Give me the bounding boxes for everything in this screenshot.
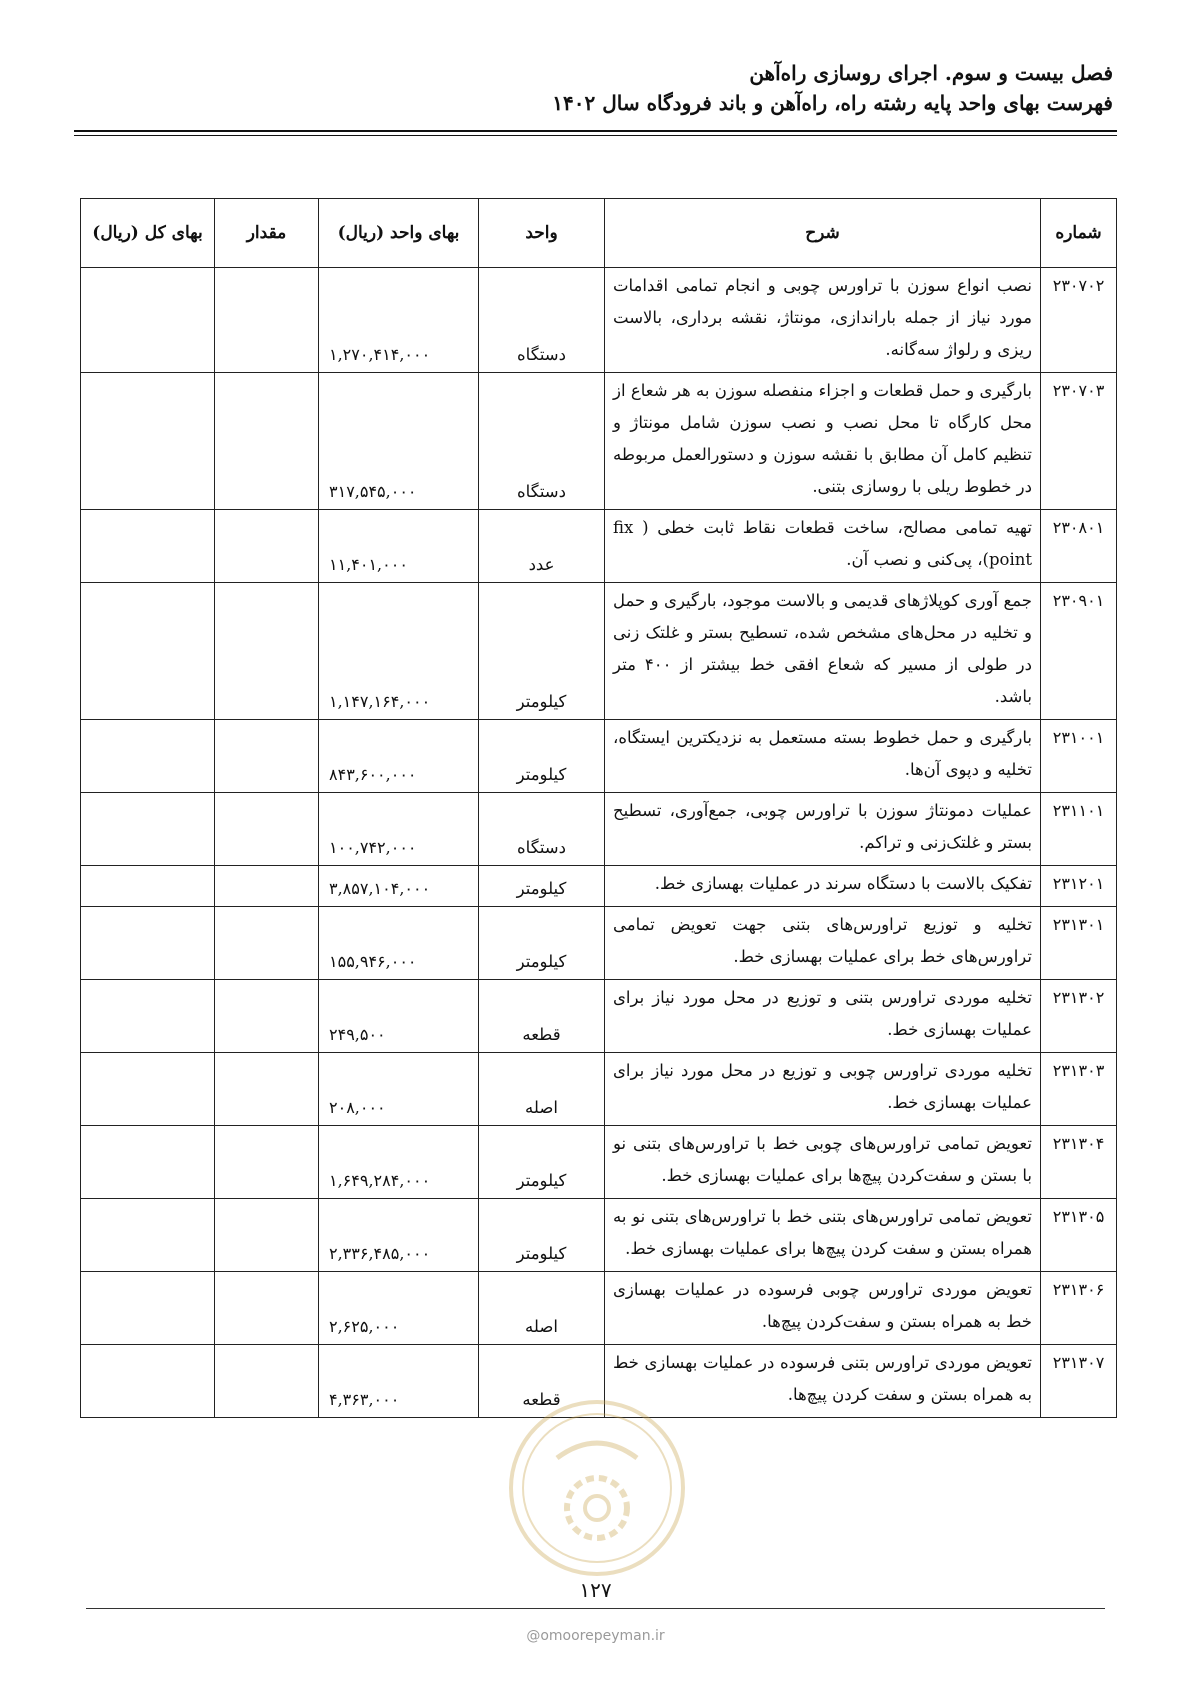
item-total — [81, 1126, 215, 1199]
item-description: تهیه تمامی مصالح، ساخت قطعات نقاط ثابت خطی ( fix point)، پی‌کنی و نصب آن. — [605, 510, 1041, 583]
item-unit: قطعه — [479, 1345, 605, 1418]
item-total — [81, 980, 215, 1053]
item-unit-price: ۱۱,۴۰۱,۰۰۰ — [319, 510, 479, 583]
item-quantity — [215, 1345, 319, 1418]
item-quantity — [215, 268, 319, 373]
table-row — [81, 1272, 1117, 1345]
item-quantity — [215, 510, 319, 583]
item-unit: قطعه — [479, 980, 605, 1053]
item-unit: اصله — [479, 1053, 605, 1126]
page-number: ۱۲۷ — [579, 1578, 612, 1602]
page-header — [78, 58, 1113, 118]
item-code: ۲۳۱۲۰۱ — [1041, 866, 1117, 907]
item-unit: کیلومتر — [479, 866, 605, 907]
header-total-price: بهای کل (ریال) — [81, 199, 215, 268]
item-total — [81, 907, 215, 980]
item-description: بارگیری و حمل قطعات و اجزاء منفصله سوزن به هر شعاع از محل کارگاه تا محل نصب و نصب سوزن شامل مونتاژ و تنظیم کامل آن مطابق با نقشه سوزن و دستورالعمل مربوطه در خطوط ریلی با روسازی بتنی. — [605, 373, 1041, 510]
item-unit-price: ۳,۸۵۷,۱۰۴,۰۰۰ — [319, 866, 479, 907]
header-unit: واحد — [479, 199, 605, 268]
item-description: تخلیه موردی تراورس بتنی و توزیع در محل مورد نیاز برای عملیات بهسازی خط. — [605, 980, 1041, 1053]
website-watermark: @omoorepeyman.ir — [526, 1628, 665, 1644]
chapter-title: فصل بیست و سوم. اجرای روسازی راه‌آهن — [749, 61, 1113, 85]
item-code: ۲۳۱۰۰۱ — [1041, 720, 1117, 793]
document-subtitle: فهرست بهای واحد پایه رشته راه، راه‌آهن و باند فرودگاه سال ۱۴۰۲ — [552, 91, 1113, 115]
item-unit-price: ۲,۳۳۶,۴۸۵,۰۰۰ — [319, 1199, 479, 1272]
table-header-row — [81, 199, 1117, 268]
item-unit: دستگاه — [479, 373, 605, 510]
table-row — [81, 583, 1117, 720]
table-row — [81, 907, 1117, 980]
item-unit: کیلومتر — [479, 1126, 605, 1199]
item-total — [81, 583, 215, 720]
header-unit-price: بهای واحد (ریال) — [319, 199, 479, 268]
item-quantity — [215, 1126, 319, 1199]
item-total — [81, 373, 215, 510]
table-row — [81, 510, 1117, 583]
item-unit-price: ۲۰۸,۰۰۰ — [319, 1053, 479, 1126]
item-description: بارگیری و حمل خطوط بسته مستعمل به نزدیکترین ایستگاه، تخلیه و دپوی آن‌ها. — [605, 720, 1041, 793]
item-quantity — [215, 866, 319, 907]
item-code: ۲۳۱۳۰۵ — [1041, 1199, 1117, 1272]
item-quantity — [215, 1199, 319, 1272]
item-unit: اصله — [479, 1272, 605, 1345]
table-row — [81, 720, 1117, 793]
item-code: ۲۳۱۳۰۲ — [1041, 980, 1117, 1053]
item-total — [81, 1272, 215, 1345]
item-code: ۲۳۱۳۰۷ — [1041, 1345, 1117, 1418]
publisher-seal-watermark — [507, 1398, 687, 1578]
item-code: ۲۳۰۷۰۲ — [1041, 268, 1117, 373]
item-unit: کیلومتر — [479, 720, 605, 793]
item-description: تعویض تمامی تراورس‌های چوبی خط با تراورس‌های بتنی نو با بستن و سفت‌کردن پیچ‌ها برای عملیات بهسازی خط. — [605, 1126, 1041, 1199]
item-description: عملیات دمونتاژ سوزن با تراورس چوبی، جمع‌آوری، تسطیح بستر و غلتک‌زنی و تراکم. — [605, 793, 1041, 866]
item-code: ۲۳۱۳۰۶ — [1041, 1272, 1117, 1345]
table-row — [81, 1126, 1117, 1199]
item-total — [81, 793, 215, 866]
item-description: تعویض موردی تراورس چوبی فرسوده در عملیات بهسازی خط به همراه بستن و سفت‌کردن پیچ‌ها. — [605, 1272, 1041, 1345]
item-code: ۲۳۰۷۰۳ — [1041, 373, 1117, 510]
item-unit-price: ۱,۱۴۷,۱۶۴,۰۰۰ — [319, 583, 479, 720]
table-row — [81, 1199, 1117, 1272]
item-unit-price: ۱۵۵,۹۴۶,۰۰۰ — [319, 907, 479, 980]
item-unit: دستگاه — [479, 268, 605, 373]
table-row — [81, 980, 1117, 1053]
item-unit-price: ۱,۶۴۹,۲۸۴,۰۰۰ — [319, 1126, 479, 1199]
item-code: ۲۳۱۳۰۴ — [1041, 1126, 1117, 1199]
item-unit-price: ۳۱۷,۵۴۵,۰۰۰ — [319, 373, 479, 510]
item-code: ۲۳۱۳۰۳ — [1041, 1053, 1117, 1126]
table-row — [81, 373, 1117, 510]
item-code: ۲۳۰۸۰۱ — [1041, 510, 1117, 583]
item-description: جمع آوری کوپلاژهای قدیمی و بالاست موجود، بارگیری و حمل و تخلیه در محل‌های مشخص شده، تسطیح بستر و غلتک زنی در طولی از مسیر که شعاع افقی خط بیشتر از ۴۰۰ متر باشد. — [605, 583, 1041, 720]
item-unit: کیلومتر — [479, 907, 605, 980]
item-code: ۲۳۱۱۰۱ — [1041, 793, 1117, 866]
header-rule-thick — [74, 130, 1117, 132]
item-total — [81, 1053, 215, 1126]
item-unit: دستگاه — [479, 793, 605, 866]
item-unit: کیلومتر — [479, 1199, 605, 1272]
header-rule-thin — [74, 135, 1117, 136]
item-description: تخلیه و توزیع تراورس‌های بتنی جهت تعویض تمامی تراورس‌های خط برای عملیات بهسازی خط. — [605, 907, 1041, 980]
item-quantity — [215, 793, 319, 866]
item-description: تخلیه موردی تراورس چوبی و توزیع در محل مورد نیاز برای عملیات بهسازی خط. — [605, 1053, 1041, 1126]
table-row — [81, 268, 1117, 373]
footer-rule — [86, 1608, 1105, 1609]
item-total — [81, 510, 215, 583]
item-unit-price: ۱,۲۷۰,۴۱۴,۰۰۰ — [319, 268, 479, 373]
item-quantity — [215, 907, 319, 980]
item-quantity — [215, 373, 319, 510]
item-total — [81, 866, 215, 907]
item-quantity — [215, 583, 319, 720]
item-code: ۲۳۰۹۰۱ — [1041, 583, 1117, 720]
item-code: ۲۳۱۳۰۱ — [1041, 907, 1117, 980]
item-unit: عدد — [479, 510, 605, 583]
item-total — [81, 268, 215, 373]
table-row — [81, 1053, 1117, 1126]
item-quantity — [215, 1272, 319, 1345]
item-unit-price: ۲۴۹,۵۰۰ — [319, 980, 479, 1053]
item-unit-price: ۱۰۰,۷۴۲,۰۰۰ — [319, 793, 479, 866]
item-quantity — [215, 1053, 319, 1126]
item-quantity — [215, 720, 319, 793]
item-description: تفکیک بالاست با دستگاه سرند در عملیات بهسازی خط. — [605, 866, 1041, 907]
item-description: تعویض تمامی تراورس‌های بتنی خط با تراورس‌های بتنی نو به همراه بستن و سفت کردن پیچ‌ها برای عملیات بهسازی خط. — [605, 1199, 1041, 1272]
item-total — [81, 720, 215, 793]
table-row — [81, 793, 1117, 866]
item-description: نصب انواع سوزن با تراورس چوبی و انجام تمامی اقدامات مورد نیاز از جمله باراندازی، مونتاژ، نقشه برداری، بالاست ریزی و رلواژ سه‌گانه. — [605, 268, 1041, 373]
item-unit-price: ۸۴۳,۶۰۰,۰۰۰ — [319, 720, 479, 793]
item-total — [81, 1199, 215, 1272]
item-unit-price: ۲,۶۲۵,۰۰۰ — [319, 1272, 479, 1345]
item-quantity — [215, 980, 319, 1053]
table-row — [81, 866, 1117, 907]
item-unit: کیلومتر — [479, 583, 605, 720]
item-unit-price: ۴,۳۶۳,۰۰۰ — [319, 1345, 479, 1418]
header-code: شماره — [1041, 199, 1117, 268]
item-description: تعویض موردی تراورس بتنی فرسوده در عملیات بهسازی خط به همراه بستن و سفت کردن پیچ‌ها. — [605, 1345, 1041, 1418]
header-description: شرح — [605, 199, 1041, 268]
price-list-table — [80, 198, 1117, 1418]
header-quantity: مقدار — [215, 199, 319, 268]
table-row — [81, 1345, 1117, 1418]
item-total — [81, 1345, 215, 1418]
